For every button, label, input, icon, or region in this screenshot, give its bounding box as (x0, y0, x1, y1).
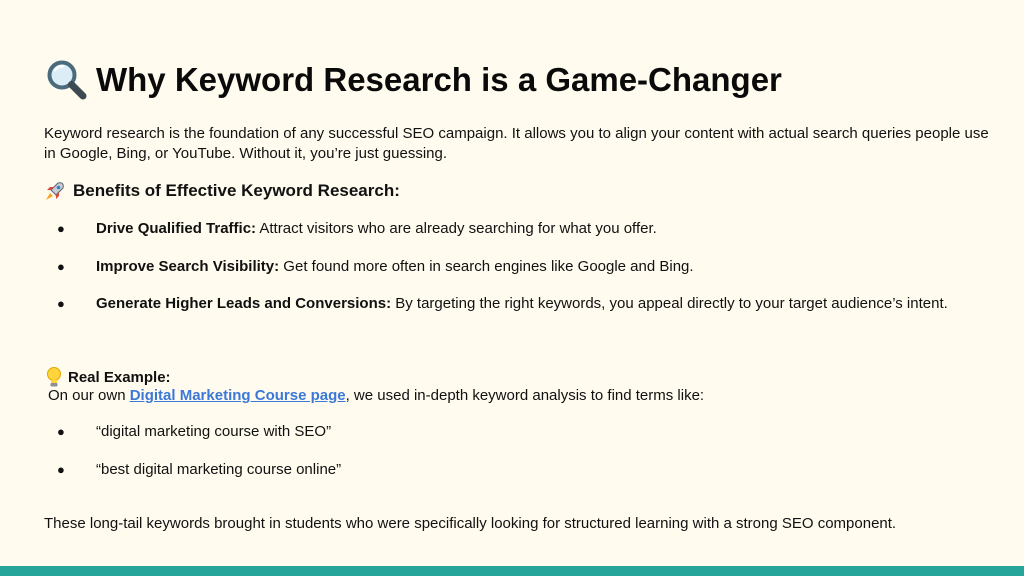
benefits-heading (44, 180, 400, 202)
example-heading (44, 366, 171, 388)
rocket-icon (44, 180, 66, 202)
benefit-text: Attract visitors who are already searching for what you offer. (256, 220, 657, 237)
example-prefix: On our own (48, 387, 130, 404)
bullet-dot: ● (57, 424, 65, 439)
closing-paragraph: These long-tail keywords brought in students who were specifically looking for structured learning with a strong SEO component. (44, 515, 897, 532)
term-text: “digital marketing course with SEO” (96, 423, 332, 440)
example-suffix: , we used in-depth keyword analysis to find terms like: (345, 387, 705, 404)
bullet-dot: ● (57, 462, 65, 477)
benefit-title: Drive Qualified Traffic: (96, 220, 257, 237)
magnifying-glass-icon (44, 58, 88, 102)
intro-paragraph: Keyword research is the foundation of any successful SEO campaign. It allows you to align your content with actual search queries people use in Google, Bing, or YouTube. Without it, you’re just guessing. (44, 125, 989, 162)
course-page-link[interactable]: Digital Marketing Course page (129, 387, 346, 404)
benefit-text: Get found more often in search engines like Google and Bing. (279, 258, 694, 275)
benefit-title: Generate Higher Leads and Conversions: (96, 295, 392, 312)
benefit-text: By targeting the right keywords, you appeal directly to your target audience’s intent. (391, 295, 948, 312)
term-text: “best digital marketing course online” (96, 461, 342, 478)
benefits-heading-text: Benefits of Effective Keyword Research: (73, 181, 400, 200)
bullet-dot: ● (57, 221, 65, 236)
light-bulb-icon (44, 366, 64, 388)
bullet-dot: ● (57, 259, 65, 274)
page-title (44, 58, 782, 102)
footer-bar (0, 566, 1024, 576)
bullet-dot: ● (57, 296, 65, 311)
example-line (48, 386, 704, 406)
example-heading-text: Real Example: (68, 368, 171, 386)
title-text: Why Keyword Research is a Game-Changer (96, 61, 782, 98)
benefit-title: Improve Search Visibility: (96, 258, 280, 275)
